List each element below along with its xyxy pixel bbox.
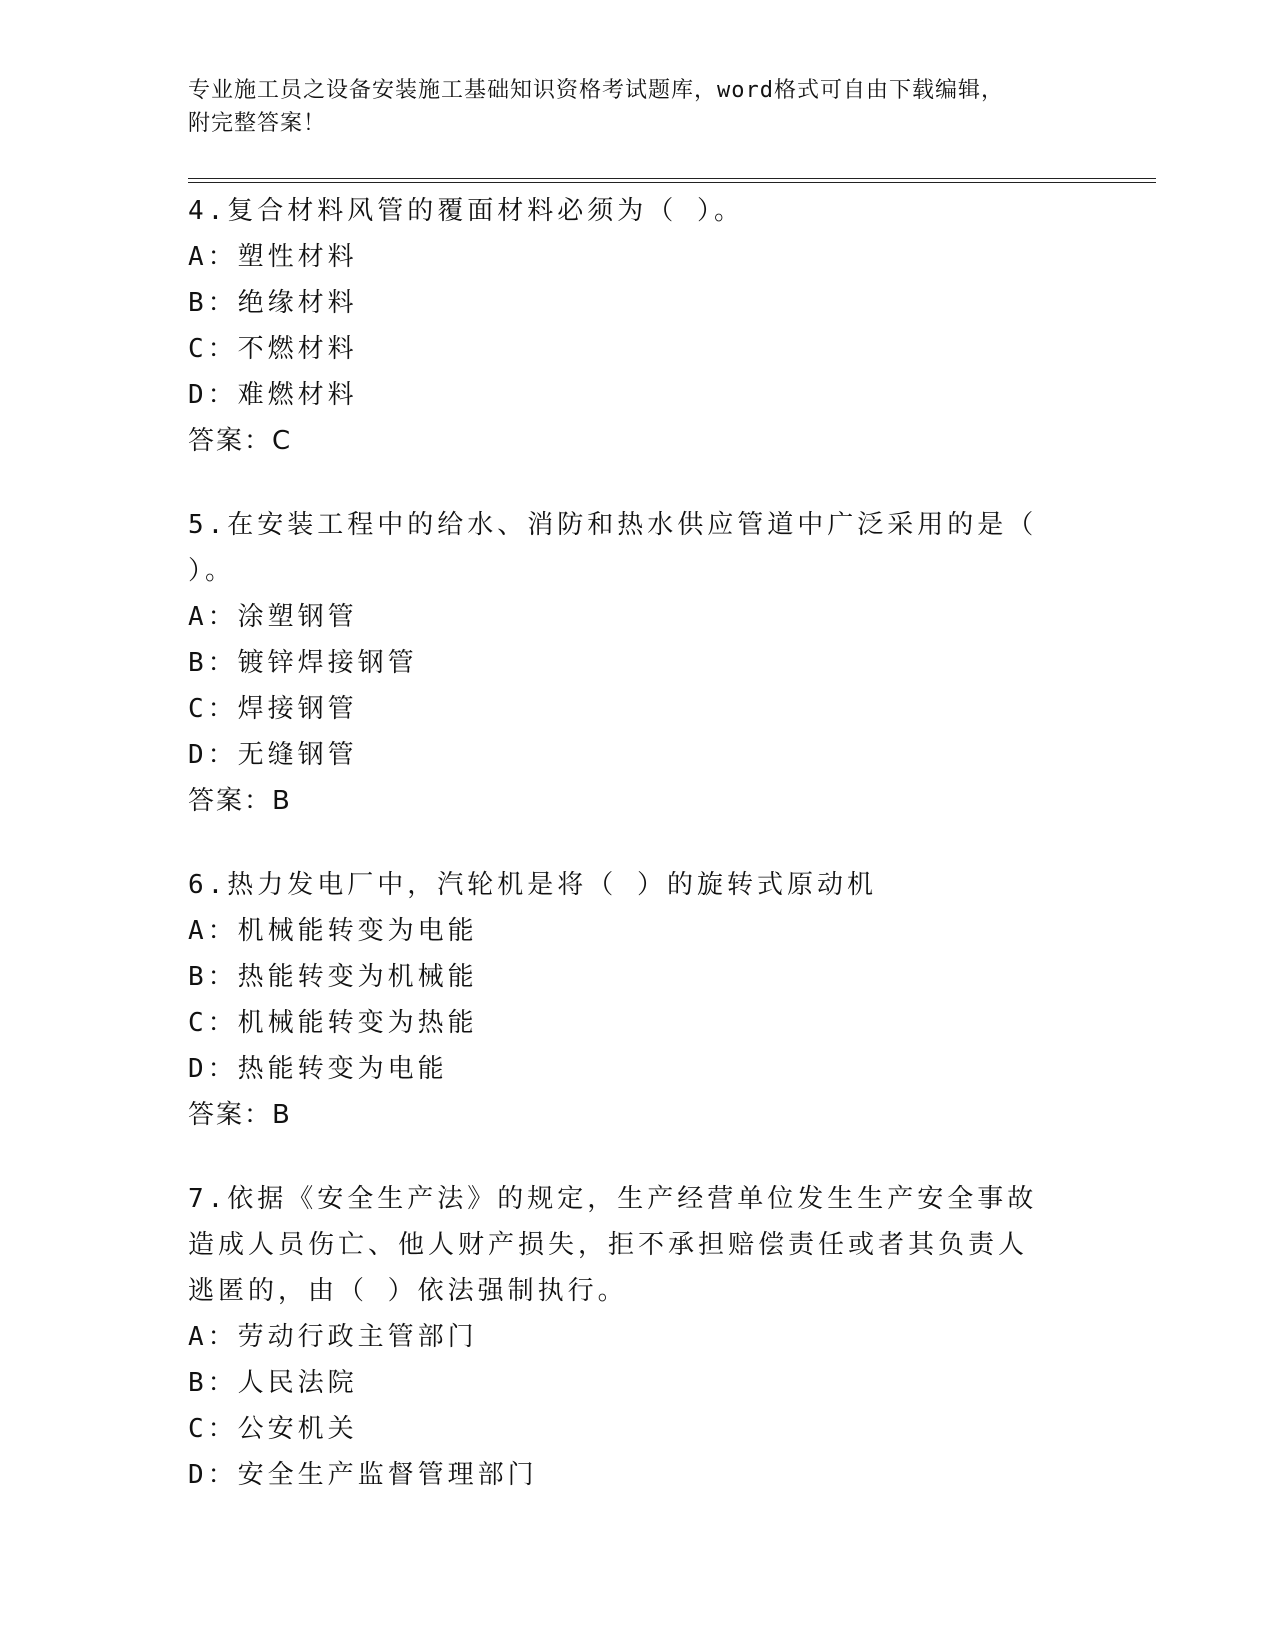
document-header: [188, 74, 1068, 140]
option-text: 焊接钢管: [237, 694, 358, 724]
option-letter: D：: [188, 1054, 238, 1084]
option-letter: C：: [188, 1008, 238, 1038]
option-a: [188, 908, 1088, 954]
option-c: [188, 1406, 1088, 1452]
option-letter: A：: [188, 242, 238, 272]
question-4: [188, 188, 1088, 464]
option-text: 公安机关: [237, 1414, 358, 1444]
option-d: [188, 372, 1088, 418]
option-text: 涂塑钢管: [237, 602, 358, 632]
option-text: 绝缘材料: [237, 288, 358, 318]
option-text: 机械能转变为热能: [237, 1008, 478, 1038]
question-list: [188, 188, 1088, 1536]
option-text: 人民法院: [237, 1368, 358, 1398]
question-7: [188, 1176, 1088, 1498]
option-a: [188, 234, 1088, 280]
option-c: [188, 1000, 1088, 1046]
question-6: [188, 862, 1088, 1138]
option-text: 热能转变为电能: [237, 1054, 448, 1084]
question-stem: 4.复合材料风管的覆面材料必须为（ ）。: [188, 196, 744, 226]
option-text: 不燃材料: [237, 334, 358, 364]
option-letter: D：: [188, 1460, 238, 1490]
question-stem: 5.在安装工程中的给水、消防和热水供应管道中广泛采用的是（ ）。: [188, 510, 1038, 586]
option-text: 安全生产监督管理部门: [237, 1460, 538, 1490]
option-text: 塑性材料: [237, 242, 358, 272]
option-text: 劳动行政主管部门: [237, 1322, 478, 1352]
option-text: 镀锌焊接钢管: [237, 648, 418, 678]
option-letter: B：: [188, 962, 238, 992]
option-letter: B：: [188, 288, 238, 318]
answer-line: 答案：B: [188, 1100, 292, 1130]
option-b: [188, 640, 1088, 686]
option-letter: C：: [188, 694, 238, 724]
header-divider-second: [188, 182, 1156, 183]
question-stem: 6.热力发电厂中，汽轮机是将（ ）的旋转式原动机: [188, 870, 877, 900]
option-text: 无缝钢管: [237, 740, 358, 770]
option-b: [188, 1360, 1088, 1406]
option-b: [188, 280, 1088, 326]
option-c: [188, 686, 1088, 732]
answer-line: 答案：B: [188, 786, 292, 816]
option-d: [188, 1452, 1088, 1498]
option-letter: B：: [188, 1368, 238, 1398]
option-text: 热能转变为机械能: [237, 962, 478, 992]
question-5: [188, 502, 1088, 824]
option-d: [188, 732, 1088, 778]
option-letter: A：: [188, 916, 238, 946]
header-line-2: 附完整答案！: [188, 111, 327, 136]
option-letter: A：: [188, 1322, 238, 1352]
option-d: [188, 1046, 1088, 1092]
option-text: 难燃材料: [237, 380, 358, 410]
option-letter: C：: [188, 334, 238, 364]
option-a: [188, 1314, 1088, 1360]
option-b: [188, 954, 1088, 1000]
option-text: 机械能转变为电能: [237, 916, 478, 946]
option-letter: B：: [188, 648, 238, 678]
option-a: [188, 594, 1088, 640]
option-letter: D：: [188, 740, 238, 770]
header-line-1: 专业施工员之设备安装施工基础知识资格考试题库，word格式可自由下载编辑，: [188, 78, 1004, 103]
option-c: [188, 326, 1088, 372]
option-letter: C：: [188, 1414, 238, 1444]
option-letter: D：: [188, 380, 238, 410]
answer-line: 答案：C: [188, 426, 293, 456]
option-letter: A：: [188, 602, 238, 632]
header-divider: [188, 178, 1156, 179]
question-stem: 7.依据《安全生产法》的规定，生产经营单位发生生产安全事故造成人员伤亡、他人财产损失，拒不承担赔偿责任或者其负责人逃匿的，由（ ）依法强制执行。: [188, 1184, 1038, 1306]
